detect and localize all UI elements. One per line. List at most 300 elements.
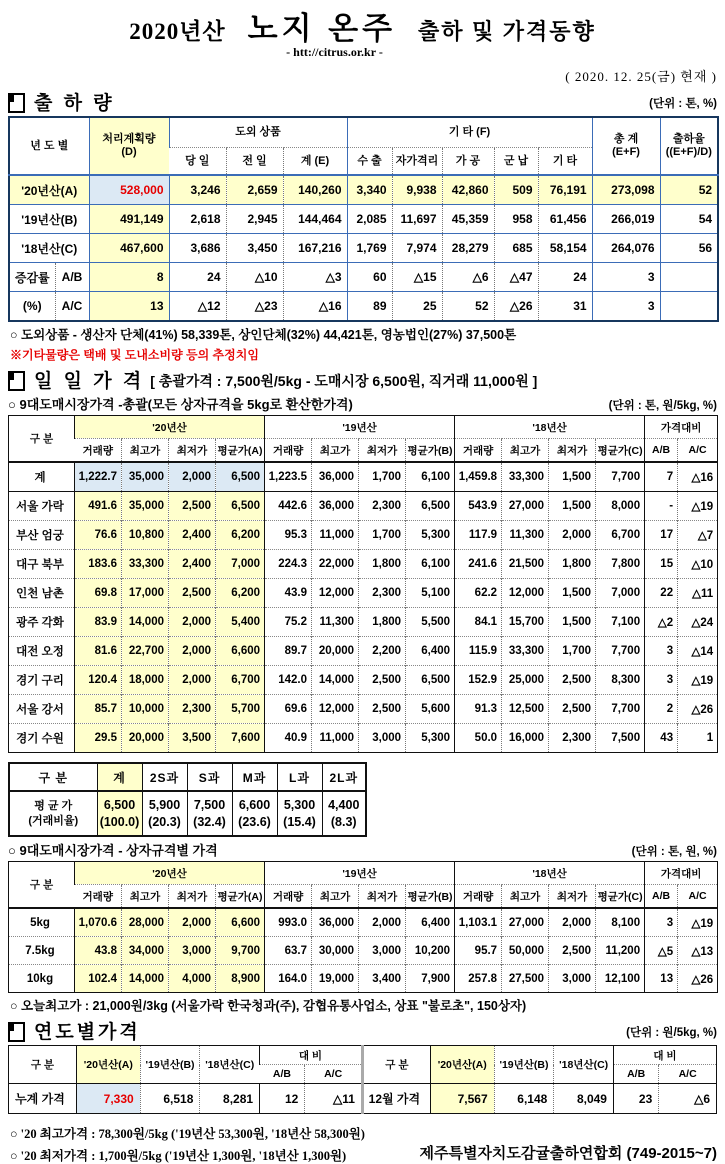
data-cell: 1,500	[549, 492, 596, 521]
data-cell: 14,000	[122, 965, 169, 993]
report-page	[8, 0, 717, 1164]
header-text: 가격대비	[660, 421, 702, 434]
data-cell: 241.6	[455, 550, 502, 579]
column-header	[200, 1046, 260, 1084]
column-header	[645, 439, 678, 463]
report-date: ( 2020. 12. 25(금) 현재 )	[565, 69, 717, 85]
column-header	[216, 439, 265, 463]
column-header	[9, 416, 75, 463]
table-header-row	[9, 862, 718, 885]
data-cell: △16	[283, 292, 347, 322]
header-text: 2L과	[329, 770, 359, 785]
header-text: 가 공	[455, 154, 481, 167]
header-text: L과	[289, 770, 310, 785]
unit-label: (단위 : 원/5kg, %)	[626, 1027, 717, 1040]
data-cell: 31	[538, 292, 592, 322]
row-label: (%)	[9, 292, 55, 322]
data-cell: 24	[169, 263, 226, 292]
data-cell: 83.9	[75, 608, 122, 637]
data-cell: 23	[613, 1084, 658, 1114]
data-cell: 273,098	[592, 175, 660, 205]
data-cell: 95.3	[265, 521, 312, 550]
data-cell: 10,800	[122, 521, 169, 550]
data-cell: 81.6	[75, 637, 122, 666]
section-shipment-header	[8, 93, 717, 113]
section-title-shipment: 출 하 량	[34, 92, 115, 114]
data-cell: 2,000	[169, 608, 216, 637]
column-header	[122, 885, 169, 909]
table-row	[9, 205, 718, 234]
data-cell: 10,000	[122, 695, 169, 724]
data-cell: 1,700	[359, 462, 406, 492]
data-cell: 13	[89, 292, 169, 322]
data-cell: 21,500	[502, 550, 549, 579]
column-header	[554, 1046, 614, 1084]
data-cell: 11,300	[502, 521, 549, 550]
column-header	[97, 763, 142, 791]
data-cell: 52	[660, 175, 718, 205]
data-cell: 5,500	[406, 608, 455, 637]
column-header	[455, 885, 502, 909]
data-cell: 8,900	[216, 965, 265, 993]
table-row	[9, 579, 718, 608]
data-cell	[660, 263, 718, 292]
data-cell: 24	[538, 263, 592, 292]
header-text: ((E+F)/D)	[665, 146, 712, 159]
column-header	[305, 1065, 363, 1084]
data-cell: 9,700	[216, 937, 265, 965]
header-text: 구 분	[29, 879, 54, 892]
table-row	[9, 937, 718, 965]
header-text: 구 분	[29, 433, 54, 446]
data-cell: 20,000	[312, 637, 359, 666]
row-label: 경기 수원	[9, 724, 75, 753]
column-header	[283, 148, 347, 176]
column-header	[347, 117, 592, 148]
column-header	[265, 416, 455, 439]
header-text: A/C	[324, 1068, 343, 1081]
table-row	[9, 724, 718, 753]
header-text: 최고가	[129, 444, 161, 457]
row-label: 서울 가락	[9, 492, 75, 521]
data-cell: 25,000	[502, 666, 549, 695]
table-row	[9, 908, 718, 937]
data-cell: 40.9	[265, 724, 312, 753]
column-header	[613, 1065, 658, 1084]
data-cell: 102.4	[75, 965, 122, 993]
document-header	[8, 6, 717, 85]
data-cell: 167,216	[283, 234, 347, 263]
data-cell: 42,860	[442, 175, 494, 205]
data-cell: △10	[678, 550, 718, 579]
header-text: '19년산(B)	[499, 1059, 549, 1072]
data-cell: △10	[226, 263, 283, 292]
data-cell: 6,100	[406, 550, 455, 579]
data-cell: 6,500	[406, 492, 455, 521]
header-text: 계	[113, 770, 126, 785]
column-header	[494, 148, 538, 176]
row-label: 서울 강서	[9, 695, 75, 724]
data-cell: 6,500 (100.0)	[97, 791, 142, 836]
data-cell: 2,400	[169, 550, 216, 579]
row-label: 대전 오정	[9, 637, 75, 666]
data-cell: 11,697	[392, 205, 442, 234]
data-cell: 8,281	[200, 1084, 260, 1114]
header-text: '18년산	[532, 421, 567, 434]
data-cell: △5	[645, 937, 678, 965]
column-header	[75, 862, 265, 885]
column-header	[260, 1046, 363, 1065]
data-cell: 50.0	[455, 724, 502, 753]
data-cell: 2,945	[226, 205, 283, 234]
data-cell: 5,400	[216, 608, 265, 637]
row-label: 10kg	[9, 965, 75, 993]
data-cell: 1	[678, 724, 718, 753]
column-header	[232, 763, 277, 791]
table-row	[9, 791, 366, 836]
data-cell: 33,300	[502, 637, 549, 666]
header-text: 거래량	[82, 890, 113, 903]
data-cell: 2,000	[359, 908, 406, 937]
header-text: 최고가	[129, 890, 161, 903]
section-square-icon	[8, 93, 25, 113]
row-label: 증감률	[9, 263, 55, 292]
table-header-row	[9, 117, 718, 148]
note-low-price: ○ '20 최저가격 : 1,700원/5kg ('19년산 1,300원, '18년산 1,300원)	[10, 1149, 347, 1164]
data-cell: 28,279	[442, 234, 494, 263]
data-cell: 84.1	[455, 608, 502, 637]
data-cell: 8,100	[596, 908, 645, 937]
data-cell: 11,000	[312, 724, 359, 753]
header-text: 가격대비	[660, 867, 702, 880]
data-cell: 35,000	[122, 492, 169, 521]
data-cell: 2,500	[549, 937, 596, 965]
data-cell: 2,000	[169, 666, 216, 695]
data-cell: 2,000	[169, 908, 216, 937]
data-cell: 7,000	[596, 579, 645, 608]
data-cell: 43.8	[75, 937, 122, 965]
data-cell: 17,000	[122, 579, 169, 608]
table-row	[9, 1084, 717, 1114]
header-text: 대 비	[653, 1049, 677, 1062]
column-header	[9, 1046, 77, 1084]
data-cell: 257.8	[455, 965, 502, 993]
subline-market-overall	[8, 394, 717, 413]
column-header	[549, 439, 596, 463]
data-cell: 1,070.6	[75, 908, 122, 937]
header-text: 군 납	[503, 154, 529, 167]
column-header	[142, 763, 187, 791]
header-text: 수 출	[357, 154, 382, 167]
column-header	[359, 439, 406, 463]
data-cell: 2,500	[359, 666, 406, 695]
data-cell: 6,600 (23.6)	[232, 791, 277, 836]
data-cell: 8,000	[596, 492, 645, 521]
data-cell: 7,600	[216, 724, 265, 753]
data-cell: 1,103.1	[455, 908, 502, 937]
data-cell: 2,618	[169, 205, 226, 234]
data-cell: 34,000	[122, 937, 169, 965]
column-header	[169, 439, 216, 463]
table-row	[9, 965, 718, 993]
data-cell: 528,000	[89, 175, 169, 205]
header-text: 평균가(A)	[217, 444, 263, 457]
column-header	[430, 1046, 494, 1084]
header-text: 최고가	[509, 890, 541, 903]
column-header	[312, 439, 359, 463]
data-cell: △19	[678, 492, 718, 521]
header-text: 최저가	[556, 890, 588, 903]
organization-name: 제주특별자치도감귤출하연합회 (749-2015~7)	[419, 1145, 717, 1163]
column-header	[494, 1046, 554, 1084]
header-text: S과	[198, 770, 221, 785]
row-label: 7.5kg	[9, 937, 75, 965]
column-header	[347, 148, 392, 176]
column-header	[359, 885, 406, 909]
data-cell: 52	[442, 292, 494, 322]
column-header	[613, 1046, 716, 1065]
column-header	[645, 885, 678, 909]
row-label: '19년산(B)	[9, 205, 89, 234]
data-cell: 28,000	[122, 908, 169, 937]
data-cell: 27,000	[502, 492, 549, 521]
header-text: A/C	[688, 890, 707, 903]
column-header	[596, 885, 645, 909]
data-cell: 7,700	[596, 637, 645, 666]
row-label: 인천 남촌	[9, 579, 75, 608]
data-cell: 4,400 (8.3)	[322, 791, 366, 836]
column-header	[362, 1046, 430, 1084]
row-label: 12월 가격	[362, 1084, 430, 1114]
yearly-price-table	[8, 1045, 717, 1114]
row-label: 경기 구리	[9, 666, 75, 695]
data-cell: 7,800	[596, 550, 645, 579]
data-cell: 6,500	[216, 492, 265, 521]
header-text: 거래량	[462, 890, 494, 903]
header-text: 평균가(B)	[407, 444, 453, 457]
data-cell: 5,900 (20.3)	[142, 791, 187, 836]
data-cell: 152.9	[455, 666, 502, 695]
header-text: 거래량	[462, 444, 494, 457]
subsection-title: ○ 9대도매시장가격 - 상자규격별 가격	[8, 843, 218, 859]
header-text: A/C	[688, 444, 707, 457]
data-cell: 5,300	[406, 521, 455, 550]
header-text: '20년산	[152, 867, 187, 880]
data-cell: 7,900	[406, 965, 455, 993]
header-text: 년 도 별	[30, 139, 69, 152]
data-cell: 2,300	[549, 724, 596, 753]
data-cell: △26	[678, 965, 718, 993]
table-row	[9, 234, 718, 263]
data-cell: 33,300	[502, 462, 549, 492]
data-cell: 6,600	[216, 637, 265, 666]
header-text: 최저가	[176, 890, 208, 903]
table-row	[9, 462, 718, 492]
data-cell: 27,000	[502, 908, 549, 937]
data-cell: 144,464	[283, 205, 347, 234]
title-row	[8, 6, 717, 46]
note-etc-estimate: ※기타물량은 택배 및 도내소비량 등의 추정치임	[10, 348, 259, 363]
data-cell: 2,200	[359, 637, 406, 666]
data-cell: 2	[645, 695, 678, 724]
column-header	[75, 439, 122, 463]
data-cell: 1,800	[549, 550, 596, 579]
header-text: 전 일	[242, 154, 267, 167]
data-cell: 3	[645, 908, 678, 937]
data-cell: △13	[678, 937, 718, 965]
column-header	[592, 117, 660, 175]
header-text: 처리계획량	[102, 133, 156, 146]
column-header	[89, 117, 169, 175]
column-header	[75, 885, 122, 909]
table-header-row	[9, 763, 366, 791]
column-header	[75, 416, 265, 439]
data-cell: 115.9	[455, 637, 502, 666]
data-cell: 2,659	[226, 175, 283, 205]
note-high-price: ○ '20 최고가격 : 78,300원/5kg ('19년산 53,300원, '18년산 58,300원)	[10, 1127, 365, 1142]
column-header	[9, 862, 75, 909]
header-text: 평균가(C)	[597, 890, 643, 903]
data-cell: 20,000	[122, 724, 169, 753]
data-cell: -	[645, 492, 678, 521]
data-cell: 11,200	[596, 937, 645, 965]
header-text: 기 타 (F)	[448, 126, 491, 139]
data-cell: 142.0	[265, 666, 312, 695]
data-cell: 63.7	[265, 937, 312, 965]
data-cell: △16	[678, 462, 718, 492]
column-header	[140, 1046, 200, 1084]
data-cell: 2,300	[169, 695, 216, 724]
data-cell: 54	[660, 205, 718, 234]
subsection-title: ○ 9대도매시장가격 -총괄(모든 상자규격을 5kg로 환산한가격)	[8, 397, 353, 413]
data-cell: 266,019	[592, 205, 660, 234]
subline-box-size	[8, 840, 717, 859]
data-cell: 10,200	[406, 937, 455, 965]
section-daily-price-header	[8, 371, 717, 391]
data-cell: 7,500 (32.4)	[187, 791, 232, 836]
section-yearly-price-header	[8, 1022, 717, 1042]
data-cell: 2,500	[549, 666, 596, 695]
data-cell: 89	[347, 292, 392, 322]
data-cell: 2,000	[549, 521, 596, 550]
header-text: 평균가(C)	[597, 444, 643, 457]
data-cell: 16,000	[502, 724, 549, 753]
data-cell: 224.3	[265, 550, 312, 579]
header-text: '18년산(C)	[559, 1059, 609, 1072]
market-price-table	[8, 415, 718, 753]
data-cell: 1,500	[549, 608, 596, 637]
data-cell: 3	[645, 666, 678, 695]
table-row	[9, 492, 718, 521]
data-cell: 43	[645, 724, 678, 753]
data-cell: 3	[592, 263, 660, 292]
header-text: 도외 상품	[235, 126, 281, 139]
data-cell: 3,000	[549, 965, 596, 993]
row-label: 5kg	[9, 908, 75, 937]
column-header	[312, 885, 359, 909]
table-row	[9, 292, 718, 322]
column-header	[455, 862, 645, 885]
data-cell: 8,300	[596, 666, 645, 695]
data-cell: 6,200	[216, 521, 265, 550]
data-cell: 5,700	[216, 695, 265, 724]
data-cell: 5,300 (15.4)	[277, 791, 322, 836]
data-cell: 2,400	[169, 521, 216, 550]
header-text: (D)	[121, 146, 137, 159]
header-text: 최저가	[366, 444, 398, 457]
data-cell: 14,000	[122, 608, 169, 637]
column-header	[322, 763, 366, 791]
data-cell: 6,500	[406, 666, 455, 695]
header-text: A/B	[627, 1068, 646, 1081]
data-cell: 12,000	[502, 579, 549, 608]
column-header	[187, 763, 232, 791]
data-cell: 2,500	[169, 492, 216, 521]
header-text: 구 분	[385, 1059, 409, 1072]
table-row	[9, 695, 718, 724]
table-row	[9, 550, 718, 579]
data-cell: 993.0	[265, 908, 312, 937]
header-text: 자가격리	[395, 154, 439, 167]
column-header	[678, 885, 718, 909]
row-label: 광주 각화	[9, 608, 75, 637]
row-label: A/C	[55, 292, 89, 322]
data-cell: 1,700	[549, 637, 596, 666]
data-cell: 14,000	[312, 666, 359, 695]
subtitle: 출하 및 가격동향	[418, 19, 596, 44]
column-header	[122, 439, 169, 463]
header-text: '20년산(A)	[83, 1059, 133, 1072]
data-cell: △19	[678, 908, 718, 937]
data-cell: 509	[494, 175, 538, 205]
data-cell: 8,049	[554, 1084, 614, 1114]
data-cell: △26	[678, 695, 718, 724]
data-cell: 7	[645, 462, 678, 492]
data-cell: 6,700	[216, 666, 265, 695]
header-text: A/B	[652, 444, 671, 457]
table-row	[9, 263, 718, 292]
header-text: (E+F)	[612, 146, 640, 159]
data-cell: 3,000	[359, 937, 406, 965]
row-label: '20년산(A)	[9, 175, 89, 205]
data-cell: 3,000	[169, 937, 216, 965]
data-cell: 69.6	[265, 695, 312, 724]
data-cell: 2,300	[359, 579, 406, 608]
column-header	[455, 416, 645, 439]
data-cell: 3,340	[347, 175, 392, 205]
column-header	[442, 148, 494, 176]
note-today-high: ○ 오늘최고가 : 21,000원/3kg (서울가락 한국청과(주), 감협유통사업소, 상표 "불로초", 150상자)	[10, 999, 527, 1014]
column-header	[502, 885, 549, 909]
data-cell: 7,700	[596, 462, 645, 492]
data-cell: 36,000	[312, 908, 359, 937]
data-cell: 7,567	[430, 1084, 494, 1114]
column-header	[596, 439, 645, 463]
data-cell: 491.6	[75, 492, 122, 521]
data-cell: 3,500	[169, 724, 216, 753]
data-cell: 36,000	[312, 492, 359, 521]
header-text: 평균가(B)	[407, 890, 453, 903]
data-cell: 3	[645, 637, 678, 666]
data-cell: 140,260	[283, 175, 347, 205]
data-cell: 183.6	[75, 550, 122, 579]
data-cell: △11	[678, 579, 718, 608]
data-cell: △6	[442, 263, 494, 292]
column-header	[277, 763, 322, 791]
data-cell: △23	[226, 292, 283, 322]
data-cell: 76.6	[75, 521, 122, 550]
data-cell: △19	[678, 666, 718, 695]
